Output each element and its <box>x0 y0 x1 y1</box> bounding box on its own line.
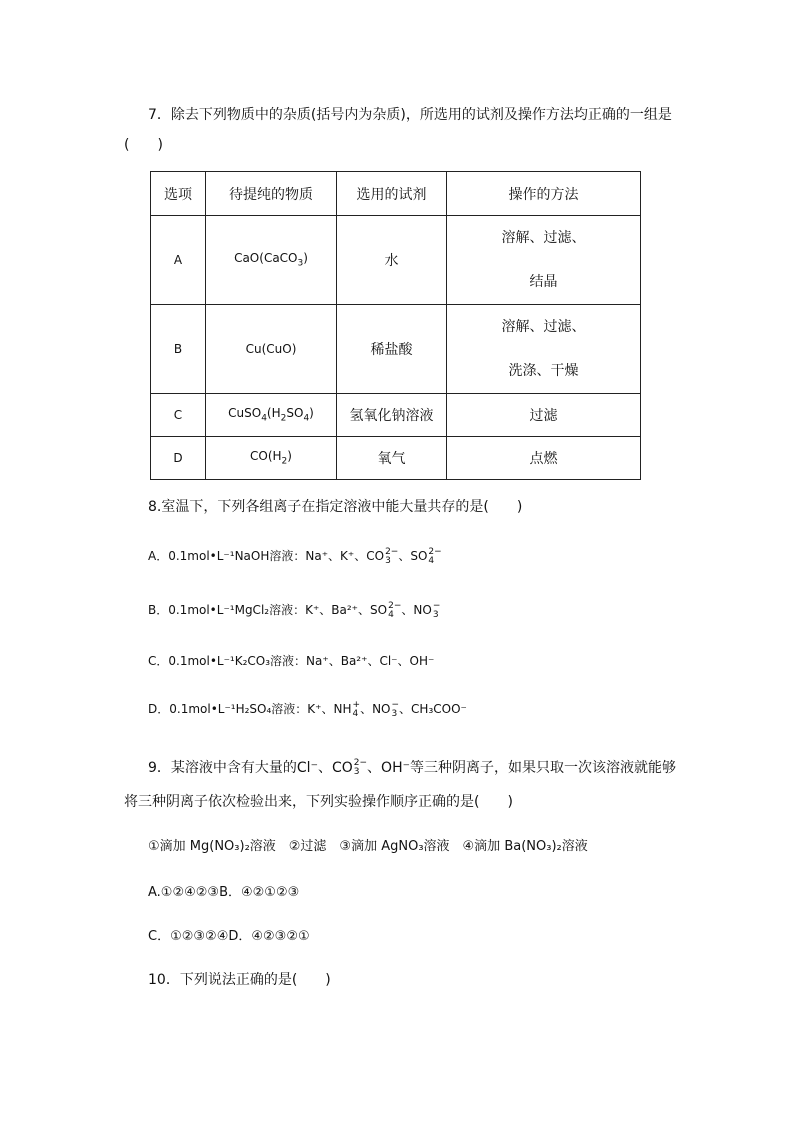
table-row <box>151 305 641 394</box>
table-row <box>151 216 641 305</box>
question-7-answer-blank: ( ) <box>124 137 163 153</box>
row-option: A <box>151 216 206 305</box>
header-method: 操作的方法 <box>447 172 641 216</box>
question-8-stem: 8.室温下，下列各组离子在指定溶液中能大量共存的是( ) <box>148 499 523 515</box>
row-method: 点燃 <box>447 437 641 480</box>
table-header-row <box>151 172 641 216</box>
row-reagent: 水 <box>337 216 447 305</box>
row-option: C <box>151 394 206 437</box>
header-reagent: 选用的试剂 <box>337 172 447 216</box>
question-9-options-cd: C．①②③②④D．④②③②① <box>148 929 310 944</box>
row-method: 溶解、过滤、 结晶 <box>447 216 641 305</box>
row-substance: Cu(CuO) <box>206 305 337 394</box>
row-reagent: 氧气 <box>337 437 447 480</box>
row-substance: $CO(H_2)$ <box>206 437 337 480</box>
row-method: 溶解、过滤、 洗涤、干燥 <box>447 305 641 394</box>
row-substance: CaO(CaCO$_3$) <box>206 216 337 305</box>
row-reagent: 稀盐酸 <box>337 305 447 394</box>
header-option: 选项 <box>151 172 206 216</box>
row-option: B <box>151 305 206 394</box>
row-option: D <box>151 437 206 480</box>
question-10-stem: 10．下列说法正确的是( ) <box>148 972 331 988</box>
reagent-table <box>150 171 641 480</box>
row-substance: $CuSO_4(H_2SO_4)$ <box>206 394 337 437</box>
question-7-stem: 7．除去下列物质中的杂质(括号内为杂质)，所选用的试剂及操作方法均正确的一组是 <box>148 107 672 123</box>
table-row <box>151 437 641 480</box>
question-8-option-c: C．0.1mol•L⁻¹K₂CO₃溶液：Na⁺、Ba²⁺、Cl⁻、OH⁻ <box>148 654 435 668</box>
row-reagent: 氢氧化钠溶液 <box>337 394 447 437</box>
row-method: 过滤 <box>447 394 641 437</box>
question-9-stem-line2: 将三种阴离子依次检验出来，下列实验操作顺序正确的是( ) <box>124 794 513 810</box>
question-9-options-ab: A.①②④②③B．④②①②③ <box>148 885 300 900</box>
header-substance: 待提纯的物质 <box>206 172 337 216</box>
question-9-operations: ①滴加 Mg(NO₃)₂溶液 ②过滤 ③滴加 AgNO₃溶液 ④滴加 Ba(NO₃)₂溶液 <box>148 839 588 854</box>
question-9-stem-line1: 9．某溶液中含有大量的Cl⁻、CO 2− 3 、OH⁻等三种阴离子，如果只取一次该溶液就能够 <box>148 758 676 777</box>
question-8-option-d: D．0.1mol•L⁻¹H₂SO₄溶液：K⁺、NH + 4 、NO − 3 、CH₃COO⁻ <box>148 699 467 719</box>
table-row <box>151 394 641 437</box>
question-8-option-b: B．0.1mol•L⁻¹MgCl₂溶液：K⁺、Ba²⁺、SO 2− 4 、NO − 3 <box>148 600 441 620</box>
question-8-option-a: A．0.1mol•L⁻¹NaOH溶液：Na⁺、K⁺、CO 2− 3 、SO 2− 4 <box>148 546 442 566</box>
